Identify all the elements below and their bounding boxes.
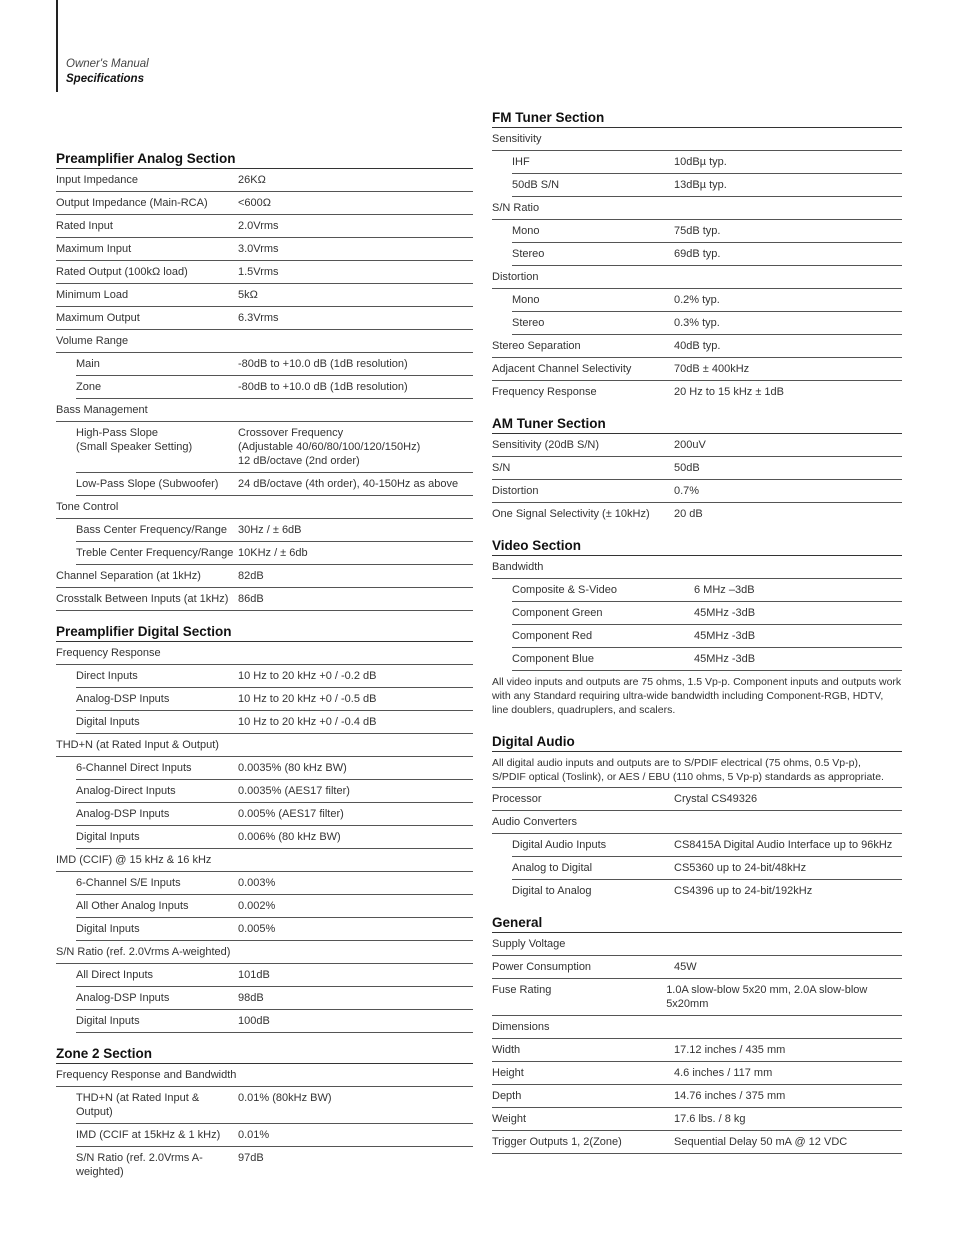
- spec-row: [76, 473, 473, 496]
- spec-value: <600Ω: [238, 197, 271, 209]
- spec-row: [76, 1087, 473, 1124]
- spec-value: 0.002%: [238, 900, 276, 912]
- spec-value: 100dB: [238, 1015, 270, 1027]
- spec-row: [492, 1039, 902, 1062]
- spec-value: 45MHz -3dB: [694, 607, 756, 619]
- spec-value: 10dBµ typ.: [674, 156, 727, 168]
- spec-row: [492, 1016, 902, 1039]
- section-heading: Video Section: [492, 537, 902, 556]
- spec-value: CS8415A Digital Audio Interface up to 96kHz: [674, 839, 893, 851]
- spec-row: [56, 238, 473, 261]
- page-header: [66, 57, 149, 87]
- spec-row: [56, 642, 473, 665]
- spec-row: [76, 688, 473, 711]
- spec-value: 0.003%: [238, 877, 276, 889]
- spec-label: Supply Voltage: [492, 938, 566, 950]
- spec-value: 10 Hz to 20 kHz +0 / -0.2 dB: [238, 670, 377, 682]
- spec-label: All Other Analog Inputs: [76, 900, 189, 912]
- spec-row: [56, 261, 473, 284]
- spec-label: Rated Input: [56, 220, 113, 232]
- spec-label: Distortion: [492, 485, 539, 497]
- spec-label: Digital to Analog: [512, 885, 592, 897]
- spec-row: [492, 434, 902, 457]
- spec-row: [76, 780, 473, 803]
- spec-label: Height: [492, 1067, 524, 1079]
- header-rule: [56, 0, 58, 92]
- spec-row: [492, 335, 902, 358]
- spec-value: 6.3Vrms: [238, 312, 279, 324]
- spec-label: Stereo: [512, 248, 545, 260]
- spec-value: -80dB to +10.0 dB (1dB resolution): [238, 358, 408, 370]
- spec-value: 69dB typ.: [674, 248, 721, 260]
- section-heading: Preamplifier Analog Section: [56, 150, 473, 169]
- spec-value: 101dB: [238, 969, 270, 981]
- spec-label: Digital Audio Inputs: [512, 839, 607, 851]
- spec-value: 82dB: [238, 570, 264, 582]
- spec-value: 1.5Vrms: [238, 266, 279, 278]
- spec-section: [492, 914, 902, 1154]
- spec-label: Analog to Digital: [512, 862, 593, 874]
- spec-row: [512, 602, 902, 625]
- spec-row: [56, 496, 473, 519]
- spec-label: Main: [76, 358, 100, 370]
- spec-label: Minimum Load: [56, 289, 129, 301]
- spec-section: [56, 623, 473, 1033]
- spec-row: [492, 556, 902, 579]
- spec-row: [76, 757, 473, 780]
- spec-label: Analog-DSP Inputs: [76, 693, 170, 705]
- spec-value: 0.01%: [238, 1129, 270, 1141]
- spec-section: [56, 1045, 473, 1183]
- spec-value: 200uV: [674, 439, 706, 451]
- spec-label: Volume Range: [56, 335, 129, 347]
- spec-value: 2.0Vrms: [238, 220, 279, 232]
- section-note: All video inputs and outputs are 75 ohms, 1.5 Vp-p. Component inputs and outputs work with any Standard requiring ultra-wide bandwidth including Component-RGB, HDTV, line doublers, quadruplers, and scalers.: [492, 676, 902, 716]
- spec-row: [56, 192, 473, 215]
- spec-value: 24 dB/octave (4th order), 40-150Hz as above: [238, 478, 459, 490]
- spec-label: Analog-Direct Inputs: [76, 785, 176, 797]
- spec-row: [76, 1147, 473, 1183]
- spec-label: One Signal Selectivity (± 10kHz): [492, 508, 650, 520]
- spec-row: [76, 422, 473, 473]
- spec-row: [76, 665, 473, 688]
- spec-row: [512, 243, 902, 266]
- spec-value: 0.01% (80kHz BW): [238, 1092, 332, 1104]
- spec-value: 3.0Vrms: [238, 243, 279, 255]
- spec-row: [56, 588, 473, 611]
- spec-row: [56, 215, 473, 238]
- spec-value: 1.0A slow-blow 5x20 mm, 2.0A slow-blow 5x20mm: [666, 984, 868, 1010]
- spec-value: 13dBµ typ.: [674, 179, 727, 191]
- spec-row: [492, 933, 902, 956]
- spec-value: -80dB to +10.0 dB (1dB resolution): [238, 381, 408, 393]
- spec-label: Weight: [492, 1113, 527, 1125]
- spec-label: Audio Converters: [492, 816, 577, 828]
- spec-row: [492, 1062, 902, 1085]
- spec-label: Dimensions: [492, 1021, 550, 1033]
- spec-label: Bass Management: [56, 404, 148, 416]
- spec-row: [76, 542, 473, 565]
- spec-label: THD+N (at Rated Input & Output): [56, 739, 219, 751]
- section-title: Specifications: [66, 73, 144, 85]
- spec-label: IHF: [512, 156, 530, 168]
- spec-label: Component Green: [512, 607, 603, 619]
- spec-section: [56, 150, 473, 611]
- spec-row: [56, 1064, 473, 1087]
- spec-row: [512, 880, 902, 902]
- spec-row: [56, 941, 473, 964]
- spec-value: 17.12 inches / 435 mm: [674, 1044, 786, 1056]
- spec-label: Sensitivity: [492, 133, 542, 145]
- section-heading: Digital Audio: [492, 733, 902, 752]
- section-note: All digital audio inputs and outputs are to S/PDIF electrical (75 ohms, 0.5 Vp-p), S/PDIF optical (Toslink), or AES / EBU (110 ohms, 5 Vp-p) standards as appropriate.: [492, 752, 902, 788]
- spec-value: 70dB ± 400kHz: [674, 363, 750, 375]
- spec-row: [76, 803, 473, 826]
- spec-row: [56, 284, 473, 307]
- spec-value: 0.005%: [238, 923, 276, 935]
- spec-row: [512, 648, 902, 671]
- spec-row: [76, 895, 473, 918]
- spec-row: [492, 358, 902, 381]
- spec-label: Treble Center Frequency/Range: [76, 547, 234, 559]
- spec-label: Channel Separation (at 1kHz): [56, 570, 201, 582]
- spec-row: [76, 964, 473, 987]
- spec-value: 0.006% (80 kHz BW): [238, 831, 341, 843]
- spec-row: [492, 480, 902, 503]
- spec-row: [56, 399, 473, 422]
- spec-section: [492, 415, 902, 525]
- spec-label: 6-Channel S/E Inputs: [76, 877, 181, 889]
- spec-row: [492, 1108, 902, 1131]
- spec-row: [56, 734, 473, 757]
- left-column: [56, 150, 473, 1195]
- spec-row: [512, 579, 902, 602]
- spec-label: Crosstalk Between Inputs (at 1kHz): [56, 593, 229, 605]
- spec-label: Stereo Separation: [492, 340, 581, 352]
- spec-row: [512, 625, 902, 648]
- spec-section: [492, 537, 902, 721]
- spec-label: Depth: [492, 1090, 522, 1102]
- spec-row: [512, 312, 902, 335]
- spec-row: [76, 711, 473, 734]
- section-heading: General: [492, 914, 902, 933]
- spec-label: Bass Center Frequency/Range: [76, 524, 228, 536]
- spec-row: [492, 381, 902, 403]
- spec-label: Mono: [512, 225, 540, 237]
- spec-value: 45MHz -3dB: [694, 630, 756, 642]
- spec-label: Analog-DSP Inputs: [76, 992, 170, 1004]
- spec-row: [492, 979, 902, 1016]
- spec-value: 17.6 lbs. / 8 kg: [674, 1113, 746, 1125]
- spec-row: [512, 857, 902, 880]
- spec-label: S/N Ratio: [492, 202, 540, 214]
- spec-value: 45W: [674, 961, 697, 973]
- spec-row: [76, 519, 473, 542]
- spec-value: Crossover Frequency (Adjustable 40/60/80/100/120/150Hz) 12 dB/octave (2nd order): [238, 427, 421, 467]
- spec-label: Rated Output (100kΩ load): [56, 266, 188, 278]
- spec-value: 5kΩ: [238, 289, 258, 301]
- spec-value: CS5360 up to 24-bit/48kHz: [674, 862, 807, 874]
- spec-label: High-Pass Slope (Small Speaker Setting): [76, 427, 193, 453]
- spec-label: Power Consumption: [492, 961, 592, 973]
- spec-value: 26KΩ: [238, 174, 266, 186]
- spec-value: Sequential Delay 50 mA @ 12 VDC: [674, 1136, 848, 1148]
- spec-label: Distortion: [492, 271, 539, 283]
- spec-value: 30Hz / ± 6dB: [238, 524, 302, 536]
- spec-row: [492, 1085, 902, 1108]
- spec-label: Digital Inputs: [76, 716, 140, 728]
- spec-label: Trigger Outputs 1, 2(Zone): [492, 1136, 622, 1148]
- spec-label: Frequency Response: [56, 647, 161, 659]
- spec-label: Zone: [76, 381, 102, 393]
- spec-label: Direct Inputs: [76, 670, 138, 682]
- spec-value: 0.2% typ.: [674, 294, 720, 306]
- spec-value: 45MHz -3dB: [694, 653, 756, 665]
- spec-label: Low-Pass Slope (Subwoofer): [76, 478, 219, 490]
- spec-row: [56, 169, 473, 192]
- spec-value: 6 MHz –3dB: [694, 584, 755, 596]
- spec-row: [512, 289, 902, 312]
- spec-row: [76, 376, 473, 399]
- spec-label: Maximum Input: [56, 243, 132, 255]
- spec-label: S/N: [492, 462, 511, 474]
- spec-section: [492, 733, 902, 902]
- spec-value: 86dB: [238, 593, 264, 605]
- spec-section: [492, 109, 902, 403]
- spec-label: THD+N (at Rated Input & Output): [76, 1092, 200, 1118]
- spec-label: Component Blue: [512, 653, 594, 665]
- spec-value: 0.0035% (AES17 filter): [238, 785, 350, 797]
- spec-value: 40dB typ.: [674, 340, 721, 352]
- spec-row: [512, 174, 902, 197]
- spec-value: 98dB: [238, 992, 264, 1004]
- spec-row: [512, 151, 902, 174]
- spec-label: Composite & S-Video: [512, 584, 617, 596]
- spec-label: Digital Inputs: [76, 831, 140, 843]
- spec-value: Crystal CS49326: [674, 793, 758, 805]
- spec-label: Output Impedance (Main-RCA): [56, 197, 208, 209]
- spec-value: 50dB: [674, 462, 700, 474]
- spec-row: [56, 565, 473, 588]
- spec-row: [76, 826, 473, 849]
- spec-label: Tone Control: [56, 501, 119, 513]
- spec-row: [492, 266, 902, 289]
- manual-title: Owner's Manual: [66, 58, 149, 70]
- spec-label: Stereo: [512, 317, 545, 329]
- spec-value: 20 dB: [674, 508, 703, 520]
- spec-row: [492, 1131, 902, 1154]
- spec-row: [76, 872, 473, 895]
- section-heading: FM Tuner Section: [492, 109, 902, 128]
- spec-value: 20 Hz to 15 kHz ± 1dB: [674, 386, 784, 398]
- spec-row: [76, 918, 473, 941]
- spec-row: [492, 503, 902, 525]
- spec-row: [492, 811, 902, 834]
- spec-label: Sensitivity (20dB S/N): [492, 439, 599, 451]
- spec-value: 14.76 inches / 375 mm: [674, 1090, 786, 1102]
- spec-row: [76, 353, 473, 376]
- spec-row: [56, 330, 473, 353]
- spec-label: Input Impedance: [56, 174, 138, 186]
- spec-label: IMD (CCIF) @ 15 kHz & 16 kHz: [56, 854, 212, 866]
- spec-label: Maximum Output: [56, 312, 140, 324]
- section-heading: AM Tuner Section: [492, 415, 902, 434]
- spec-row: [56, 307, 473, 330]
- spec-value: 0.7%: [674, 485, 700, 497]
- spec-row: [492, 956, 902, 979]
- spec-label: Width: [492, 1044, 521, 1056]
- spec-value: 10 Hz to 20 kHz +0 / -0.5 dB: [238, 693, 377, 705]
- section-heading: Zone 2 Section: [56, 1045, 473, 1064]
- spec-value: 4.6 inches / 117 mm: [674, 1067, 773, 1079]
- right-column: [492, 109, 902, 1166]
- spec-value: 10KHz / ± 6db: [238, 547, 308, 559]
- spec-label: IMD (CCIF at 15kHz & 1 kHz): [76, 1129, 221, 1141]
- spec-row: [492, 457, 902, 480]
- spec-value: 97dB: [238, 1152, 264, 1164]
- spec-row: [512, 220, 902, 243]
- spec-label: Component Red: [512, 630, 593, 642]
- spec-label: 50dB S/N: [512, 179, 560, 191]
- spec-label: S/N Ratio (ref. 2.0Vrms A-weighted): [56, 946, 231, 958]
- spec-value: 10 Hz to 20 kHz +0 / -0.4 dB: [238, 716, 377, 728]
- spec-label: Digital Inputs: [76, 1015, 140, 1027]
- spec-row: [492, 788, 902, 811]
- spec-value: 75dB typ.: [674, 225, 721, 237]
- spec-row: [76, 1010, 473, 1033]
- spec-row: [56, 849, 473, 872]
- spec-value: 0.0035% (80 kHz BW): [238, 762, 347, 774]
- spec-row: [76, 1124, 473, 1147]
- spec-label: S/N Ratio (ref. 2.0Vrms A-weighted): [76, 1152, 203, 1178]
- spec-label: Processor: [492, 793, 542, 805]
- spec-label: Adjacent Channel Selectivity: [492, 363, 632, 375]
- spec-label: Frequency Response and Bandwidth: [56, 1069, 237, 1081]
- spec-value: 0.3% typ.: [674, 317, 720, 329]
- spec-label: Frequency Response: [492, 386, 597, 398]
- spec-row: [76, 987, 473, 1010]
- spec-label: Analog-DSP Inputs: [76, 808, 170, 820]
- spec-label: Digital Inputs: [76, 923, 140, 935]
- spec-label: All Direct Inputs: [76, 969, 154, 981]
- spec-row: [492, 128, 902, 151]
- spec-label: Fuse Rating: [492, 984, 552, 996]
- section-heading: Preamplifier Digital Section: [56, 623, 473, 642]
- spec-label: 6-Channel Direct Inputs: [76, 762, 192, 774]
- spec-value: 0.005% (AES17 filter): [238, 808, 344, 820]
- spec-label: Bandwidth: [492, 561, 544, 573]
- spec-row: [492, 197, 902, 220]
- spec-value: CS4396 up to 24-bit/192kHz: [674, 885, 813, 897]
- spec-label: Mono: [512, 294, 540, 306]
- spec-row: [512, 834, 902, 857]
